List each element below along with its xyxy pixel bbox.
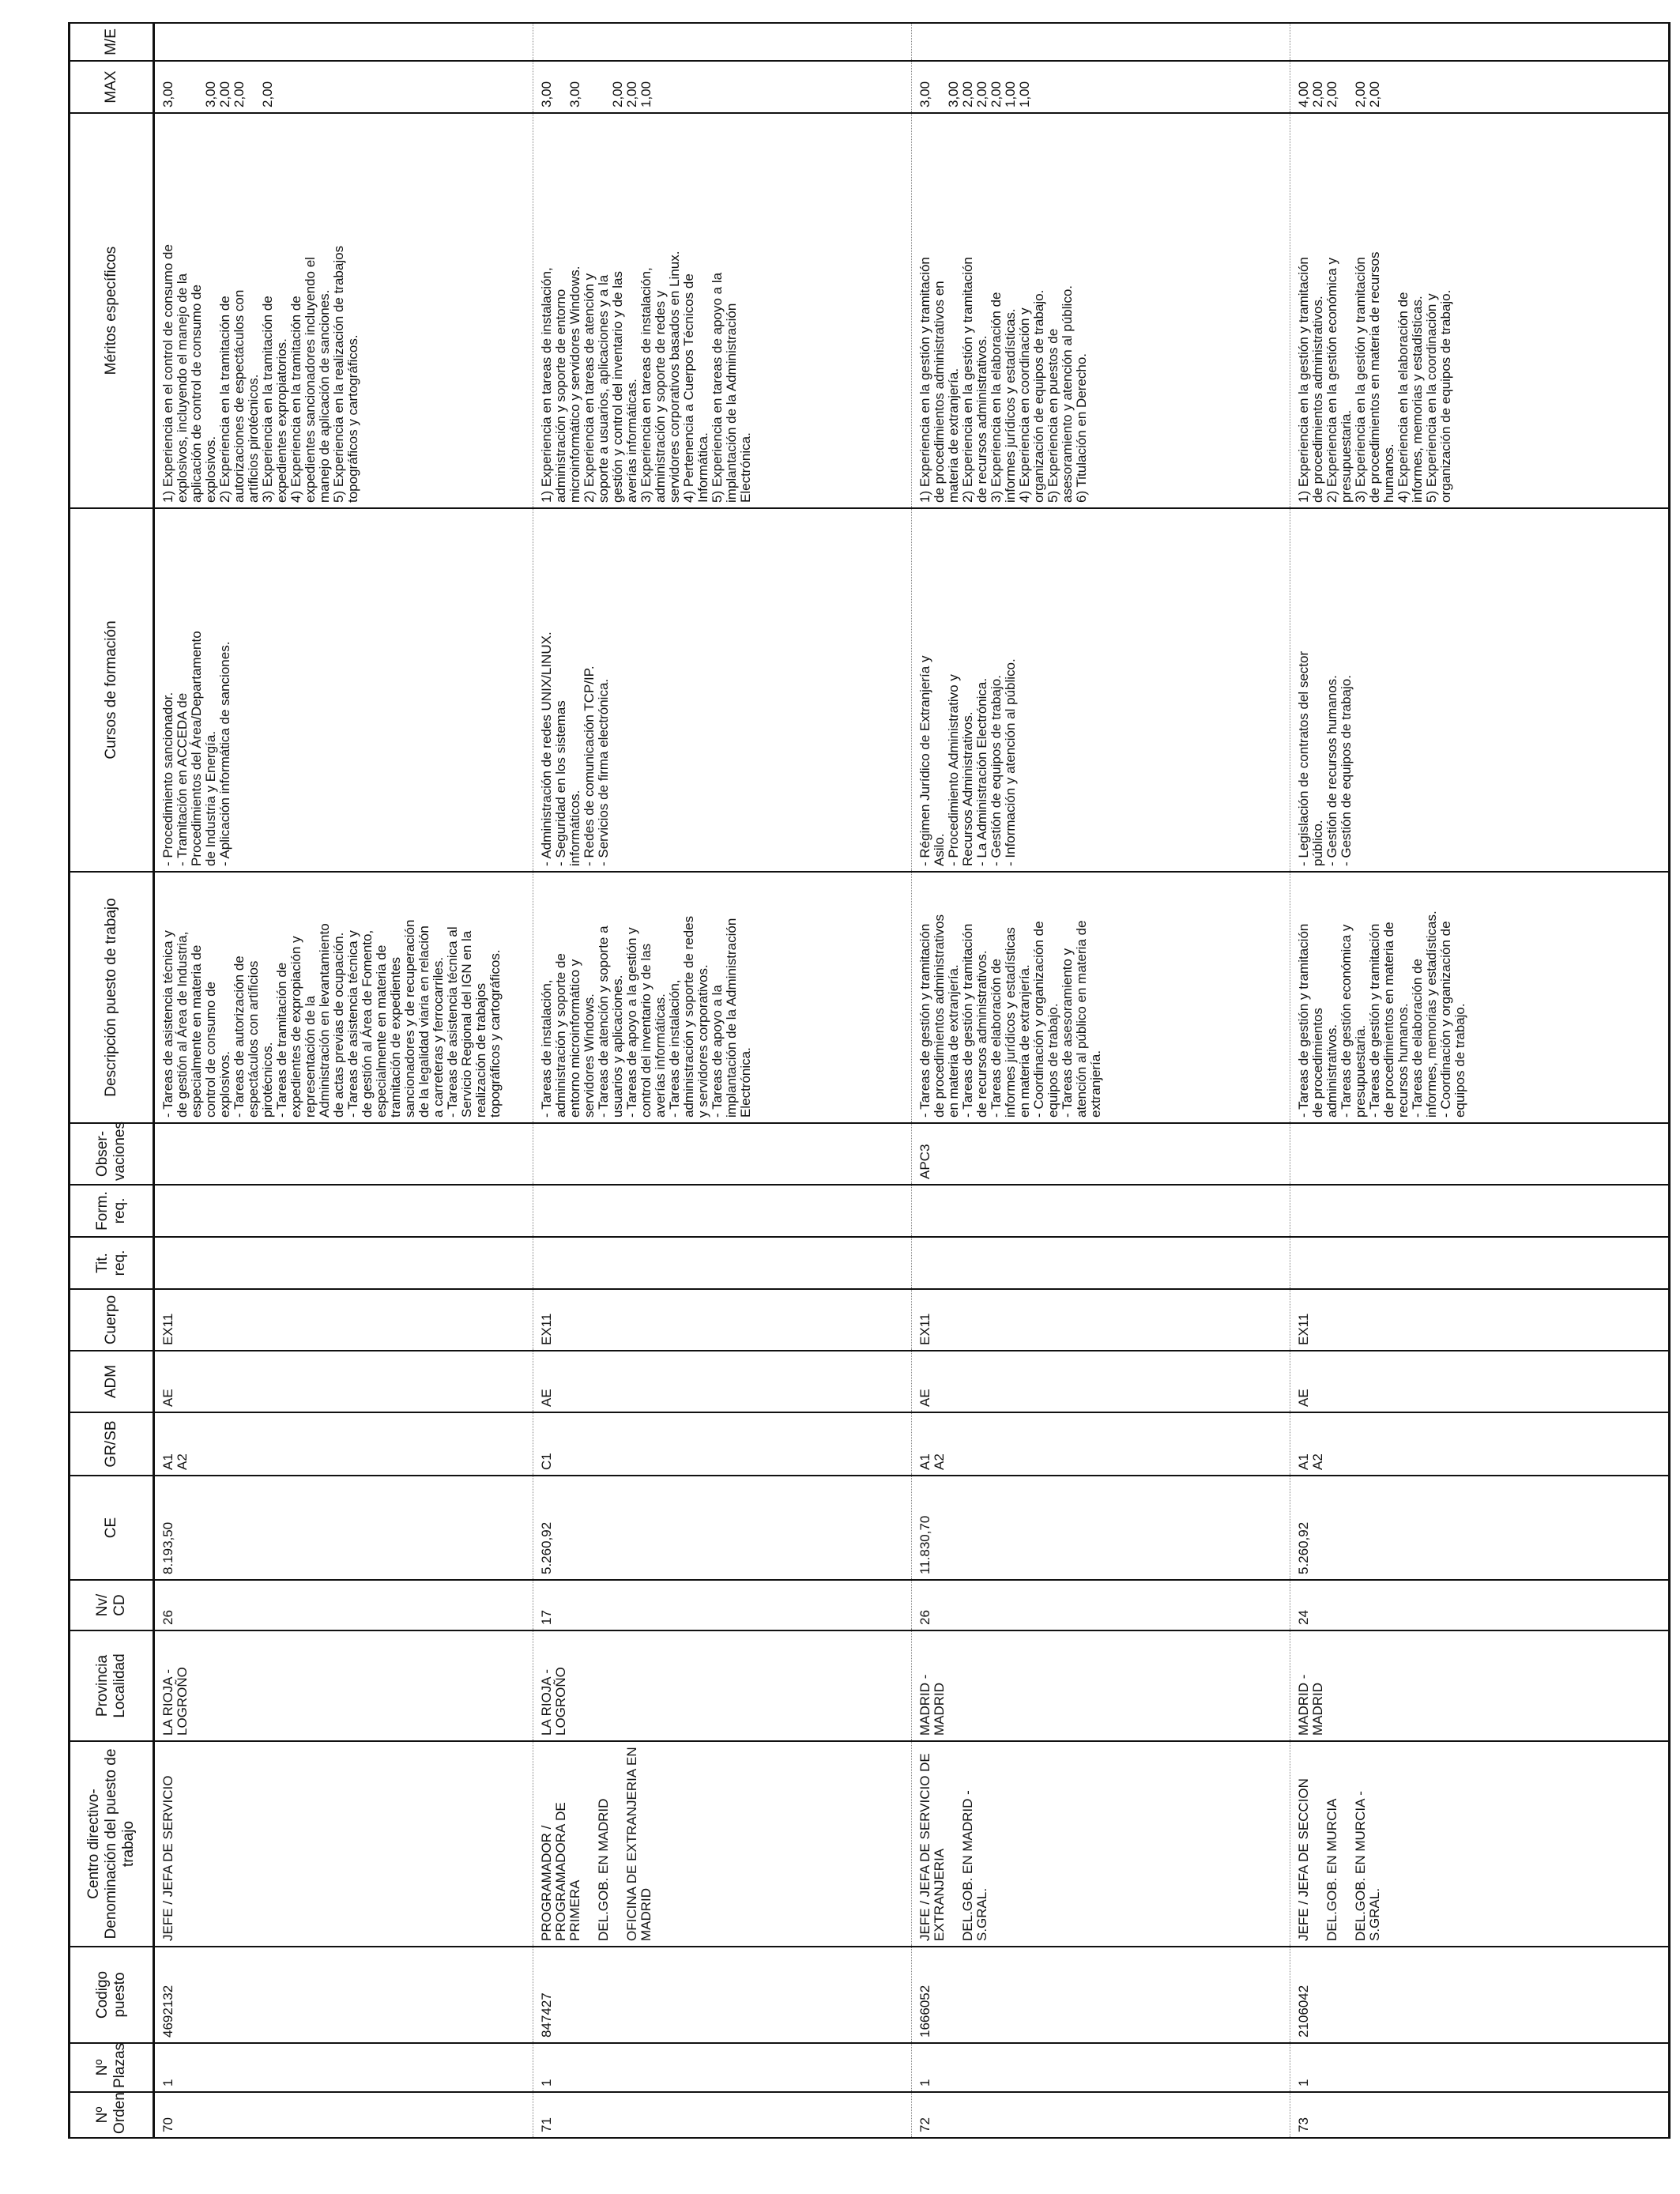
cell-obs: APC3	[912, 1123, 1290, 1185]
col-ce: CE	[70, 1476, 154, 1580]
cell-me	[154, 23, 533, 61]
cell-adm: AE	[1290, 1351, 1670, 1412]
cell-max: 3,00 3,00 2,00 2,00 2,00	[154, 61, 533, 113]
cell-tit	[912, 1237, 1290, 1289]
cell-max: 3,00 3,00 2,00 2,00 2,00 1,00 1,00	[912, 61, 1290, 113]
cell-tit	[154, 1237, 533, 1289]
cell-meritos: 1) Experiencia en la gestión y tramitación de procedimientos administrativos en materia de extranjería. 2) Experiencia en la gestión y tramitación de recursos administrativos. 3) Experiencia en la elaboración de informes jurídicos y estadísticas. 4) Experiencia en coordinación y organización de equipos de trabajo. 5) Experiencia en puestos de asesoramiento y atención al público. 6) Titulación en Derecho.	[912, 113, 1290, 508]
cell-codigo: 1666052	[912, 1947, 1290, 2043]
cell-obs	[154, 1123, 533, 1185]
header-row	[70, 23, 154, 2138]
cell-nivel: 26	[154, 1580, 533, 1630]
centro-extra: DEL.GOB. EN MURCIA DEL.GOB. EN MURCIA - S.GRAL.	[1324, 1791, 1382, 1941]
cell-me	[533, 23, 912, 61]
cell-orden: 70	[154, 2092, 533, 2138]
cell-nivel: 17	[533, 1580, 912, 1630]
cell-adm: AE	[912, 1351, 1290, 1412]
col-max: MAX	[70, 61, 154, 113]
table-row	[1290, 23, 1670, 2138]
puesto-name: JEFE / JEFA DE SERVICIO	[160, 1775, 175, 1941]
cell-grupo: C1	[533, 1412, 912, 1476]
cell-ce: 5.260,92	[1290, 1476, 1670, 1580]
cell-form	[533, 1185, 912, 1237]
cell-meritos: 1) Experiencia en la gestión y tramitación de procedimientos administrativos. 2) Experiencia en la gestión económica y presupuestaria. 3) Experiencia en la gestión y tramitación de procedimientos en materia de recursos humanos. 4) Experiencia en la elaboración de informes, memorias y estadísticas. 5) Experiencia en la coordinación y organización de equipos de trabajo.	[1290, 113, 1670, 508]
col-adm: ADM	[70, 1351, 154, 1412]
cell-obs	[533, 1123, 912, 1185]
cell-cursos: - Legislación de contratos del sector público. - Gestión de recursos humanos. - Gestión de equipos de trabajo.	[1290, 508, 1670, 872]
cell-provincia: MADRID - MADRID	[912, 1630, 1290, 1741]
cell-codigo: 4692132	[154, 1947, 533, 2043]
cell-centro	[1290, 1741, 1670, 1947]
cell-form	[154, 1185, 533, 1237]
cell-plazas: 1	[912, 2043, 1290, 2092]
cell-descripcion: - Tareas de gestión y tramitación de procedimientos administrativos en materia de extranjería. - Tareas de gestión y tramitación de recursos administrativos. - Tareas de elaboración de informes jurídicos y estadísticas en materia de extranjería. - Coordinación y organización de equipos de trabajo. - Tareas de asesoramiento y atención al público en materia de extranjería.	[912, 872, 1290, 1123]
cell-centro	[533, 1741, 912, 1947]
cell-cuerpo: EX11	[912, 1289, 1290, 1351]
col-orden: Nº Orden	[70, 2092, 154, 2138]
cell-nivel: 26	[912, 1580, 1290, 1630]
puesto-name: JEFE / JEFA DE SECCION	[1296, 1778, 1311, 1941]
col-centro: Centro directivo- Denominación del puesto de trabajo	[70, 1741, 154, 1947]
cell-max: 3,00 3,00 2,00 2,00 1,00	[533, 61, 912, 113]
cell-grupo: A1 A2	[912, 1412, 1290, 1476]
cell-ce: 8.193,50	[154, 1476, 533, 1580]
cell-orden: 72	[912, 2092, 1290, 2138]
cell-ce: 11.830,70	[912, 1476, 1290, 1580]
centro-extra: DEL.GOB. EN MADRID OFICINA DE EXTRANJERIA EN MADRID	[596, 1747, 654, 1941]
cell-plazas: 1	[1290, 2043, 1670, 2092]
col-plazas: Nº Plazas	[70, 2043, 154, 2092]
col-tit: Tit. req.	[70, 1237, 154, 1289]
col-descripcion: Descripción puesto de trabajo	[70, 872, 154, 1123]
cell-cursos: - Administración de redes UNIX/LINUX. - Seguridad en los sistemas informáticos. - Redes de comunicación TCP/IP. - Servicios de firma electrónica.	[533, 508, 912, 872]
positions-table	[68, 22, 1671, 2139]
cell-adm: AE	[154, 1351, 533, 1412]
table-row	[154, 23, 533, 2138]
col-meritos: Méritos específicos	[70, 113, 154, 508]
cell-provincia: LA RIOJA - LOGROÑO	[533, 1630, 912, 1741]
puesto-name: JEFE / JEFA DE SERVICIO DE EXTRANJERIA	[917, 1753, 947, 1941]
col-provincia: Provincia Localidad	[70, 1630, 154, 1741]
col-cuerpo: Cuerpo	[70, 1289, 154, 1351]
puesto-name: PROGRAMADOR / PROGRAMADORA DE PRIMERA	[539, 1802, 582, 1941]
centro-extra: DEL.GOB. EN MADRID - S.GRAL.	[960, 1790, 989, 1941]
cell-descripcion: - Tareas de instalación, administración y soporte de entorno microinformático y servidores Windows. - Tareas de atención y soporte a usuarios y aplicaciones. - Tareas de apoyo a la gestión y control del inventario y de las averías informáticas. - Tareas de instalación, administración y soporte de redes y servidores corporativos. - Tareas de apoyo a la implantación de la Administración Electrónica.	[533, 872, 912, 1123]
col-obs: Obser- vaciones	[70, 1123, 154, 1185]
cell-meritos: 1) Experiencia en el control de consumo de explosivos, incluyendo el manejo de la aplicación de control de consumo de explosivos. 2) Experiencia en la tramitación de autorizaciones de espectáculos con artificios pirotécnicos. 3) Experiencia en la tramitación de expedientes expropiatorios. 4) Experiencia en la tramitación de expedientes sancionadores incluyendo el manejo de aplicación de sanciones. 5) Experiencia en la realización de trabajos topográficos y cartográficos.	[154, 113, 533, 508]
cell-codigo: 847427	[533, 1947, 912, 2043]
col-codigo: Codigo puesto	[70, 1947, 154, 2043]
cell-cuerpo: EX11	[533, 1289, 912, 1351]
cell-grupo: A1 A2	[1290, 1412, 1670, 1476]
col-form: Form. req.	[70, 1185, 154, 1237]
cell-tit	[1290, 1237, 1670, 1289]
cell-tit	[533, 1237, 912, 1289]
cell-plazas: 1	[533, 2043, 912, 2092]
cell-meritos: 1) Experiencia en tareas de instalación, administración y soporte de entorno microinformático y servidores Windows. 2) Experiencia en tareas de atención y soporte a usuarios, aplicaciones y a la gestión y control del inventario y de las averías informáticas. 3) Experiencia en tareas de instalación, administración y soporte de redes y servidores corporativos basados en Linux. 4) Pertenencia a Cuerpos Técnicos de Informática. 5) Experiencia en tareas de apoyo a la implantación de la Administración Electrónica.	[533, 113, 912, 508]
cell-descripcion: - Tareas de asistencia técnica y de gestión al Área de Industria, especialmente en materia de control de consumo de explosivos. - Tareas de autorización de espectáculos con artificios pirotécnicos. - Tareas de tramitación de expedientes de expropiación y representación de la Administración en levantamiento de actas previas de ocupación. - Tareas de asistencia técnica y de gestión al Área de Fomento, especialmente en materia de tramitación de expedientes sancionadores y de recuperación de la legalidad viaria en relación a carreteras y ferrocarriles. - Tareas de asistencia técnica al Servicio Regional del IGN en la realización de trabajos topográficos y cartográficos.	[154, 872, 533, 1123]
cell-cursos: - Procedimiento sancionador. - Tramitación en ACCEDA de Procedimientos del Área/Departamento de Industria y Energía. - Aplicación informática de sanciones.	[154, 508, 533, 872]
col-grupo: GR/SB	[70, 1412, 154, 1476]
cell-centro	[912, 1741, 1290, 1947]
cell-descripcion: - Tareas de gestión y tramitación de procedimientos administrativos. - Tareas de gestión económica y presupuestaria. - Tareas de gestión y tramitación de procedimientos en materia de recursos humanos. - Tareas de elaboración de informes, memorias y estadísticas. - Coordinación y organización de equipos de trabajo.	[1290, 872, 1670, 1123]
cell-cursos: - Régimen Jurídico de Extranjería y Asilo. - Procedimiento Administrativo y Recursos Administrativos. - La Administración Electrónica. - Gestión de equipos de trabajo. - Información y atención al público.	[912, 508, 1290, 872]
table-row	[533, 23, 912, 2138]
cell-ce: 5.260,92	[533, 1476, 912, 1580]
cell-orden: 73	[1290, 2092, 1670, 2138]
cell-cuerpo: EX11	[1290, 1289, 1670, 1351]
cell-grupo: A1 A2	[154, 1412, 533, 1476]
table-row	[912, 23, 1290, 2138]
cell-provincia: LA RIOJA - LOGROÑO	[154, 1630, 533, 1741]
cell-me	[1290, 23, 1670, 61]
cell-adm: AE	[533, 1351, 912, 1412]
cell-obs	[1290, 1123, 1670, 1185]
cell-orden: 71	[533, 2092, 912, 2138]
cell-provincia: MADRID - MADRID	[1290, 1630, 1670, 1741]
cell-me	[912, 23, 1290, 61]
col-nivel: Nv/ CD	[70, 1580, 154, 1630]
cell-nivel: 24	[1290, 1580, 1670, 1630]
cell-form	[1290, 1185, 1670, 1237]
cell-max: 4,00 2,00 2,00 2,00 2,00	[1290, 61, 1670, 113]
cell-codigo: 2106042	[1290, 1947, 1670, 2043]
col-me: M/E	[70, 23, 154, 61]
cell-plazas: 1	[154, 2043, 533, 2092]
cell-centro	[154, 1741, 533, 1947]
cell-cuerpo: EX11	[154, 1289, 533, 1351]
col-cursos: Cursos de formación	[70, 508, 154, 872]
cell-form	[912, 1185, 1290, 1237]
